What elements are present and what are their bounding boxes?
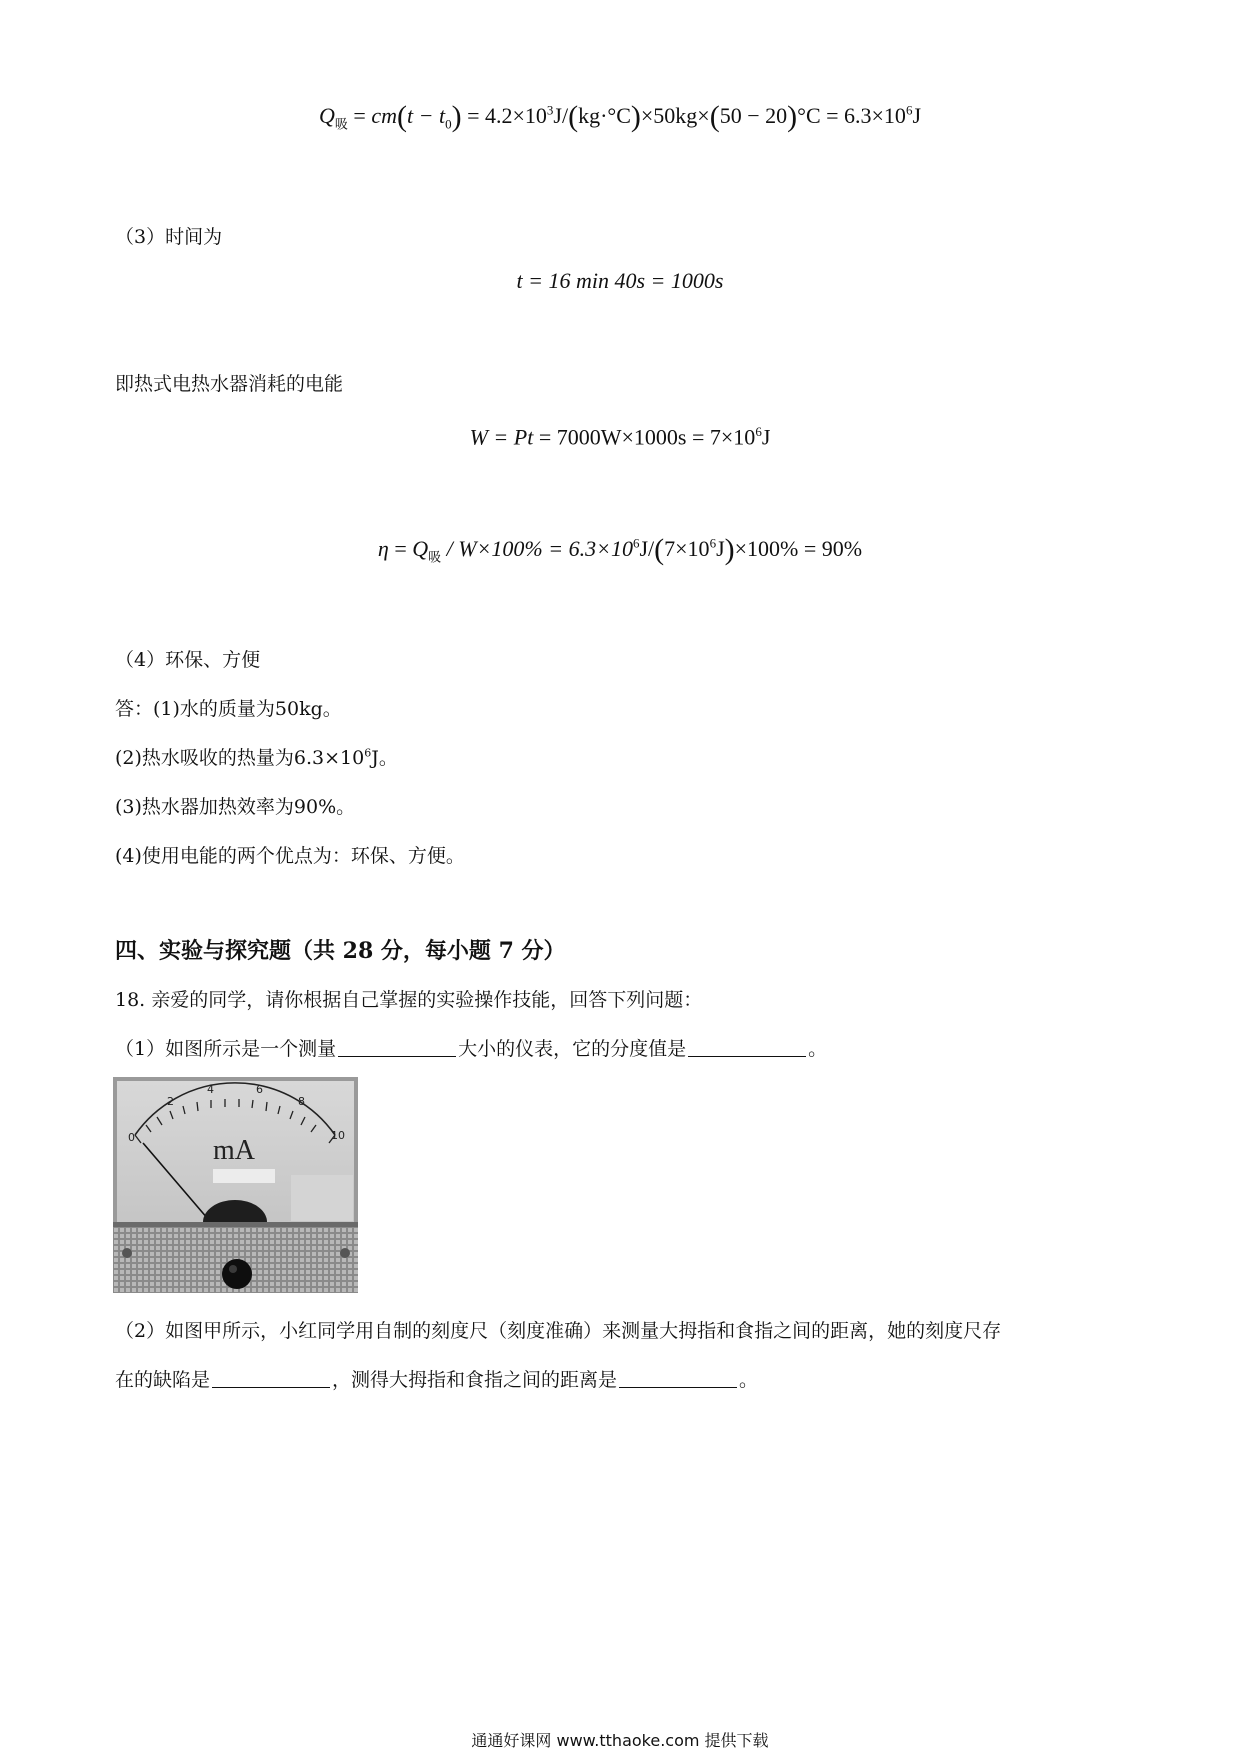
eq-q-symbol: Q xyxy=(319,103,335,128)
eq-text: J/ xyxy=(639,536,655,561)
answer-1: 答：(1)水的质量为50kg。 xyxy=(115,698,342,720)
question-18: 18. 亲爱的同学，请你根据自己掌握的实验操作技能，回答下列问题： xyxy=(115,989,703,1011)
eq-q-symbol: Q xyxy=(412,536,429,561)
q18-2-text: 。 xyxy=(739,1369,759,1391)
eq-text: J xyxy=(912,103,921,128)
eq-q-sub: 吸 xyxy=(428,549,442,565)
scale-label: 6 xyxy=(256,1083,263,1096)
scale-label: 2 xyxy=(167,1095,174,1108)
equation-electric-energy xyxy=(0,424,1240,450)
q18-2-text: 在的缺陷是 xyxy=(115,1369,211,1391)
eq-paren: ( xyxy=(654,533,665,566)
answer-4: (4)使用电能的两个优点为：环保、方便。 xyxy=(115,845,465,867)
eq-exp: 3 xyxy=(546,102,554,118)
scale-label: 10 xyxy=(331,1129,345,1142)
eq-text: = 7000W×1000s = 7×10 xyxy=(533,424,756,450)
eq-exp: 6 xyxy=(709,535,717,551)
q18-2-text: ，测得大拇指和食指之间的距离是 xyxy=(332,1369,618,1391)
scale-label: 0 xyxy=(128,1131,135,1144)
q18-1-text: 。 xyxy=(808,1038,828,1060)
answer-blank[interactable] xyxy=(619,1369,737,1388)
eq-unit: kg·°C xyxy=(578,103,631,128)
answer-2-unit: J。 xyxy=(371,747,398,769)
question-18-1 xyxy=(115,1034,827,1061)
eq-t-minus: t − t xyxy=(406,103,446,128)
eq-text: J/ xyxy=(553,103,569,128)
answer-blank[interactable] xyxy=(338,1038,456,1057)
page-footer: 通通好课网 www.tthaoke.com 提供下载 xyxy=(471,1731,769,1750)
eq-text: ×50kg× xyxy=(640,103,710,128)
eq-paren: ( xyxy=(568,100,579,133)
eq-text: 7×10 xyxy=(664,536,710,561)
eq-text: = 4.2×10 xyxy=(461,103,547,128)
eq-text: J xyxy=(761,424,771,450)
eq-paren: ) xyxy=(451,100,462,133)
eq-text: °C = 6.3×10 xyxy=(797,103,906,128)
eq-text: J xyxy=(716,536,725,561)
answer-2-exp: 6 xyxy=(364,746,372,760)
eq-paren: ( xyxy=(709,100,720,133)
paragraph-energy-label: 即热式电热水器消耗的电能 xyxy=(115,373,344,395)
section-heading: 四、实验与探究题（共 28 分，每小题 7 分） xyxy=(115,938,566,964)
unit-label: mA xyxy=(213,1135,255,1166)
eq-temps: 50 − 20 xyxy=(719,103,788,128)
eq-w-pt: W = Pt xyxy=(469,424,534,450)
eq-cm: cm xyxy=(371,103,397,128)
answer-2 xyxy=(115,743,398,770)
answer-3: (3)热水器加热效率为90%。 xyxy=(115,796,356,818)
eq-exp: 6 xyxy=(755,424,762,439)
paragraph-advantages: （4）环保、方便 xyxy=(115,649,261,671)
answer-blank[interactable] xyxy=(212,1369,330,1388)
eq-text: / W×100% = 6.3×10 xyxy=(441,536,633,561)
eq-paren: ( xyxy=(396,100,407,133)
eq-exp: 6 xyxy=(905,102,913,118)
eq-text: = xyxy=(388,536,413,561)
scale-label: 4 xyxy=(207,1083,214,1096)
scale-label: 8 xyxy=(298,1095,305,1108)
eq-paren: ) xyxy=(630,100,641,133)
answer-2-text: (2)热水吸收的热量为6.3×10 xyxy=(115,747,365,769)
eq-text: = xyxy=(347,103,372,128)
eq-eta: η xyxy=(377,536,389,561)
question-18-2-line1: （2）如图甲所示，小红同学用自制的刻度尺（刻度准确）来测量大拇指和食指之间的距离，她的刻度尺存 xyxy=(115,1320,1002,1342)
equation-efficiency xyxy=(0,533,1240,567)
paragraph-time-label: （3）时间为 xyxy=(115,226,223,248)
eq-paren: ) xyxy=(787,100,798,133)
q18-1-text: （1）如图所示是一个测量 xyxy=(115,1038,337,1060)
equation-heat-absorbed xyxy=(0,100,1240,134)
question-18-2-line2 xyxy=(115,1365,758,1392)
eq-t0-sub: 0 xyxy=(445,116,452,132)
eq-exp: 6 xyxy=(632,535,640,551)
answer-blank[interactable] xyxy=(688,1038,806,1057)
eq-time: t = 16 min 40s = 1000s xyxy=(516,268,724,293)
q18-1-text: 大小的仪表，它的分度值是 xyxy=(458,1038,687,1060)
milliammeter-figure xyxy=(113,1077,358,1293)
eq-text: ×100% = 90% xyxy=(734,536,863,561)
eq-paren: ) xyxy=(724,533,735,566)
eq-q-sub: 吸 xyxy=(334,116,348,132)
equation-time xyxy=(0,268,1240,294)
